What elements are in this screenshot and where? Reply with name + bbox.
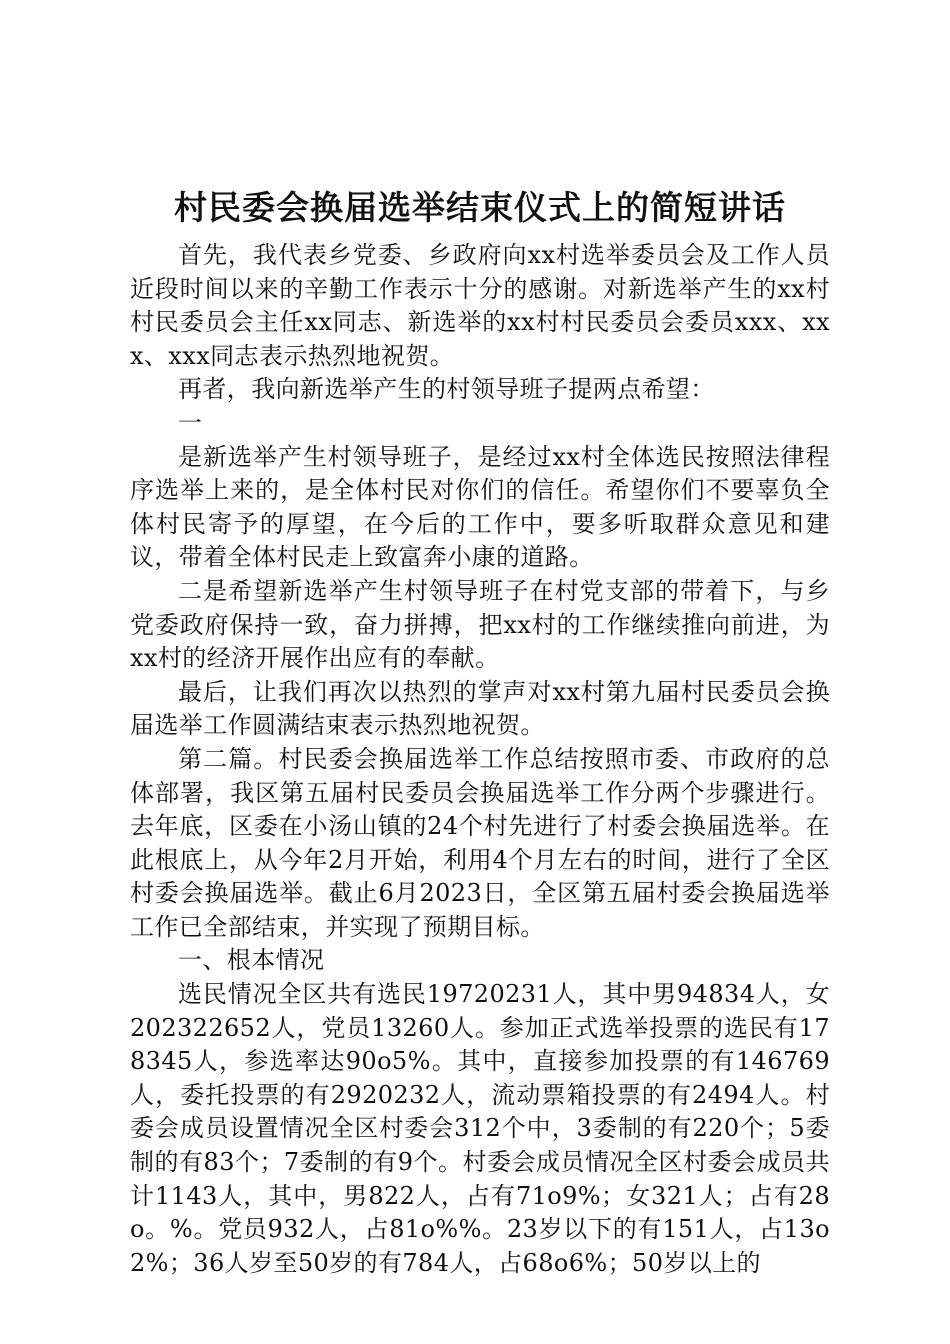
paragraph-closing: 最后，让我们再次以热烈的掌声对xx村第九届村民委员会换届选举工作圆满结束表示热烈地祝贺。 bbox=[130, 677, 830, 740]
paragraph-hopes-intro: 再者，我向新选举产生的村领导班子提两点希望： bbox=[178, 375, 715, 404]
document-page bbox=[130, 183, 830, 1280]
paragraph-voter-statistics: 选民情况全区共有选民19720231人，其中男94834人，女202322652人，党员13260人。参加正式选举投票的选民有178345人，参选率达90o5%。其中，直接参加投票的有146769人，委托投票的有2920232人，流动票箱投票的有2494人。村委会成员设置情况全区村委会312个中，3委制的有220个；5委制的有83个；7委制的有9个。村委会成员情况全区村委会成员共计1143人，其中，男822人，占有71o9%；女321人；占有28o。%。党员932人，占81o%%。23岁以下的有151人，占13o2%；36人岁至50岁的有784人，占68o6%；50岁以上的 bbox=[130, 980, 830, 1277]
paragraph-second-article: 第二篇。村民委会换届选举工作总结按照市委、市政府的总体部署，我区第五届村民委员会换届选举工作分两个步骤进行。去年底，区委在小汤山镇的24个村先进行了村委会换届选举。在此根底上，从今年2月开始，利用4个月左右的时间，进行了全区村委会换届选举。截止6月2023日，全区第五届村委会换届选举工作已全部结束，并实现了预期目标。 bbox=[130, 744, 830, 941]
paragraph-thanks: 首先，我代表乡党委、乡政府向xx村选举委员会及工作人员近段时间以来的辛勤工作表示十分的感谢。对新选举产生的xx村村民委员会主任xx同志、新选举的xx村村民委员会委员xxx、xxx、xxx同志表示热烈地祝贺。 bbox=[130, 241, 830, 370]
paragraph-first-marker: 一 bbox=[178, 408, 203, 437]
paragraph-second-hope: 二是希望新选举产生村领导班子在村党支部的带着下，与乡党委政府保持一致，奋力拼搏，把xx村的工作继续推向前进，为xx村的经济开展作出应有的奉献。 bbox=[130, 576, 830, 673]
paragraph-first-hope: 是新选举产生村领导班子，是经过xx村全体选民按照法律程序选举上来的，是全体村民对你们的信任。希望你们不要辜负全体村民寄予的厚望，在今后的工作中，要多听取群众意见和建议，带着全体村民走上致富奔小康的道路。 bbox=[130, 442, 830, 572]
section-heading-basic-situation: 一、根本情况 bbox=[178, 946, 325, 975]
document-title: 村民委会换届选举结束仪式上的简短讲话 bbox=[174, 188, 786, 227]
